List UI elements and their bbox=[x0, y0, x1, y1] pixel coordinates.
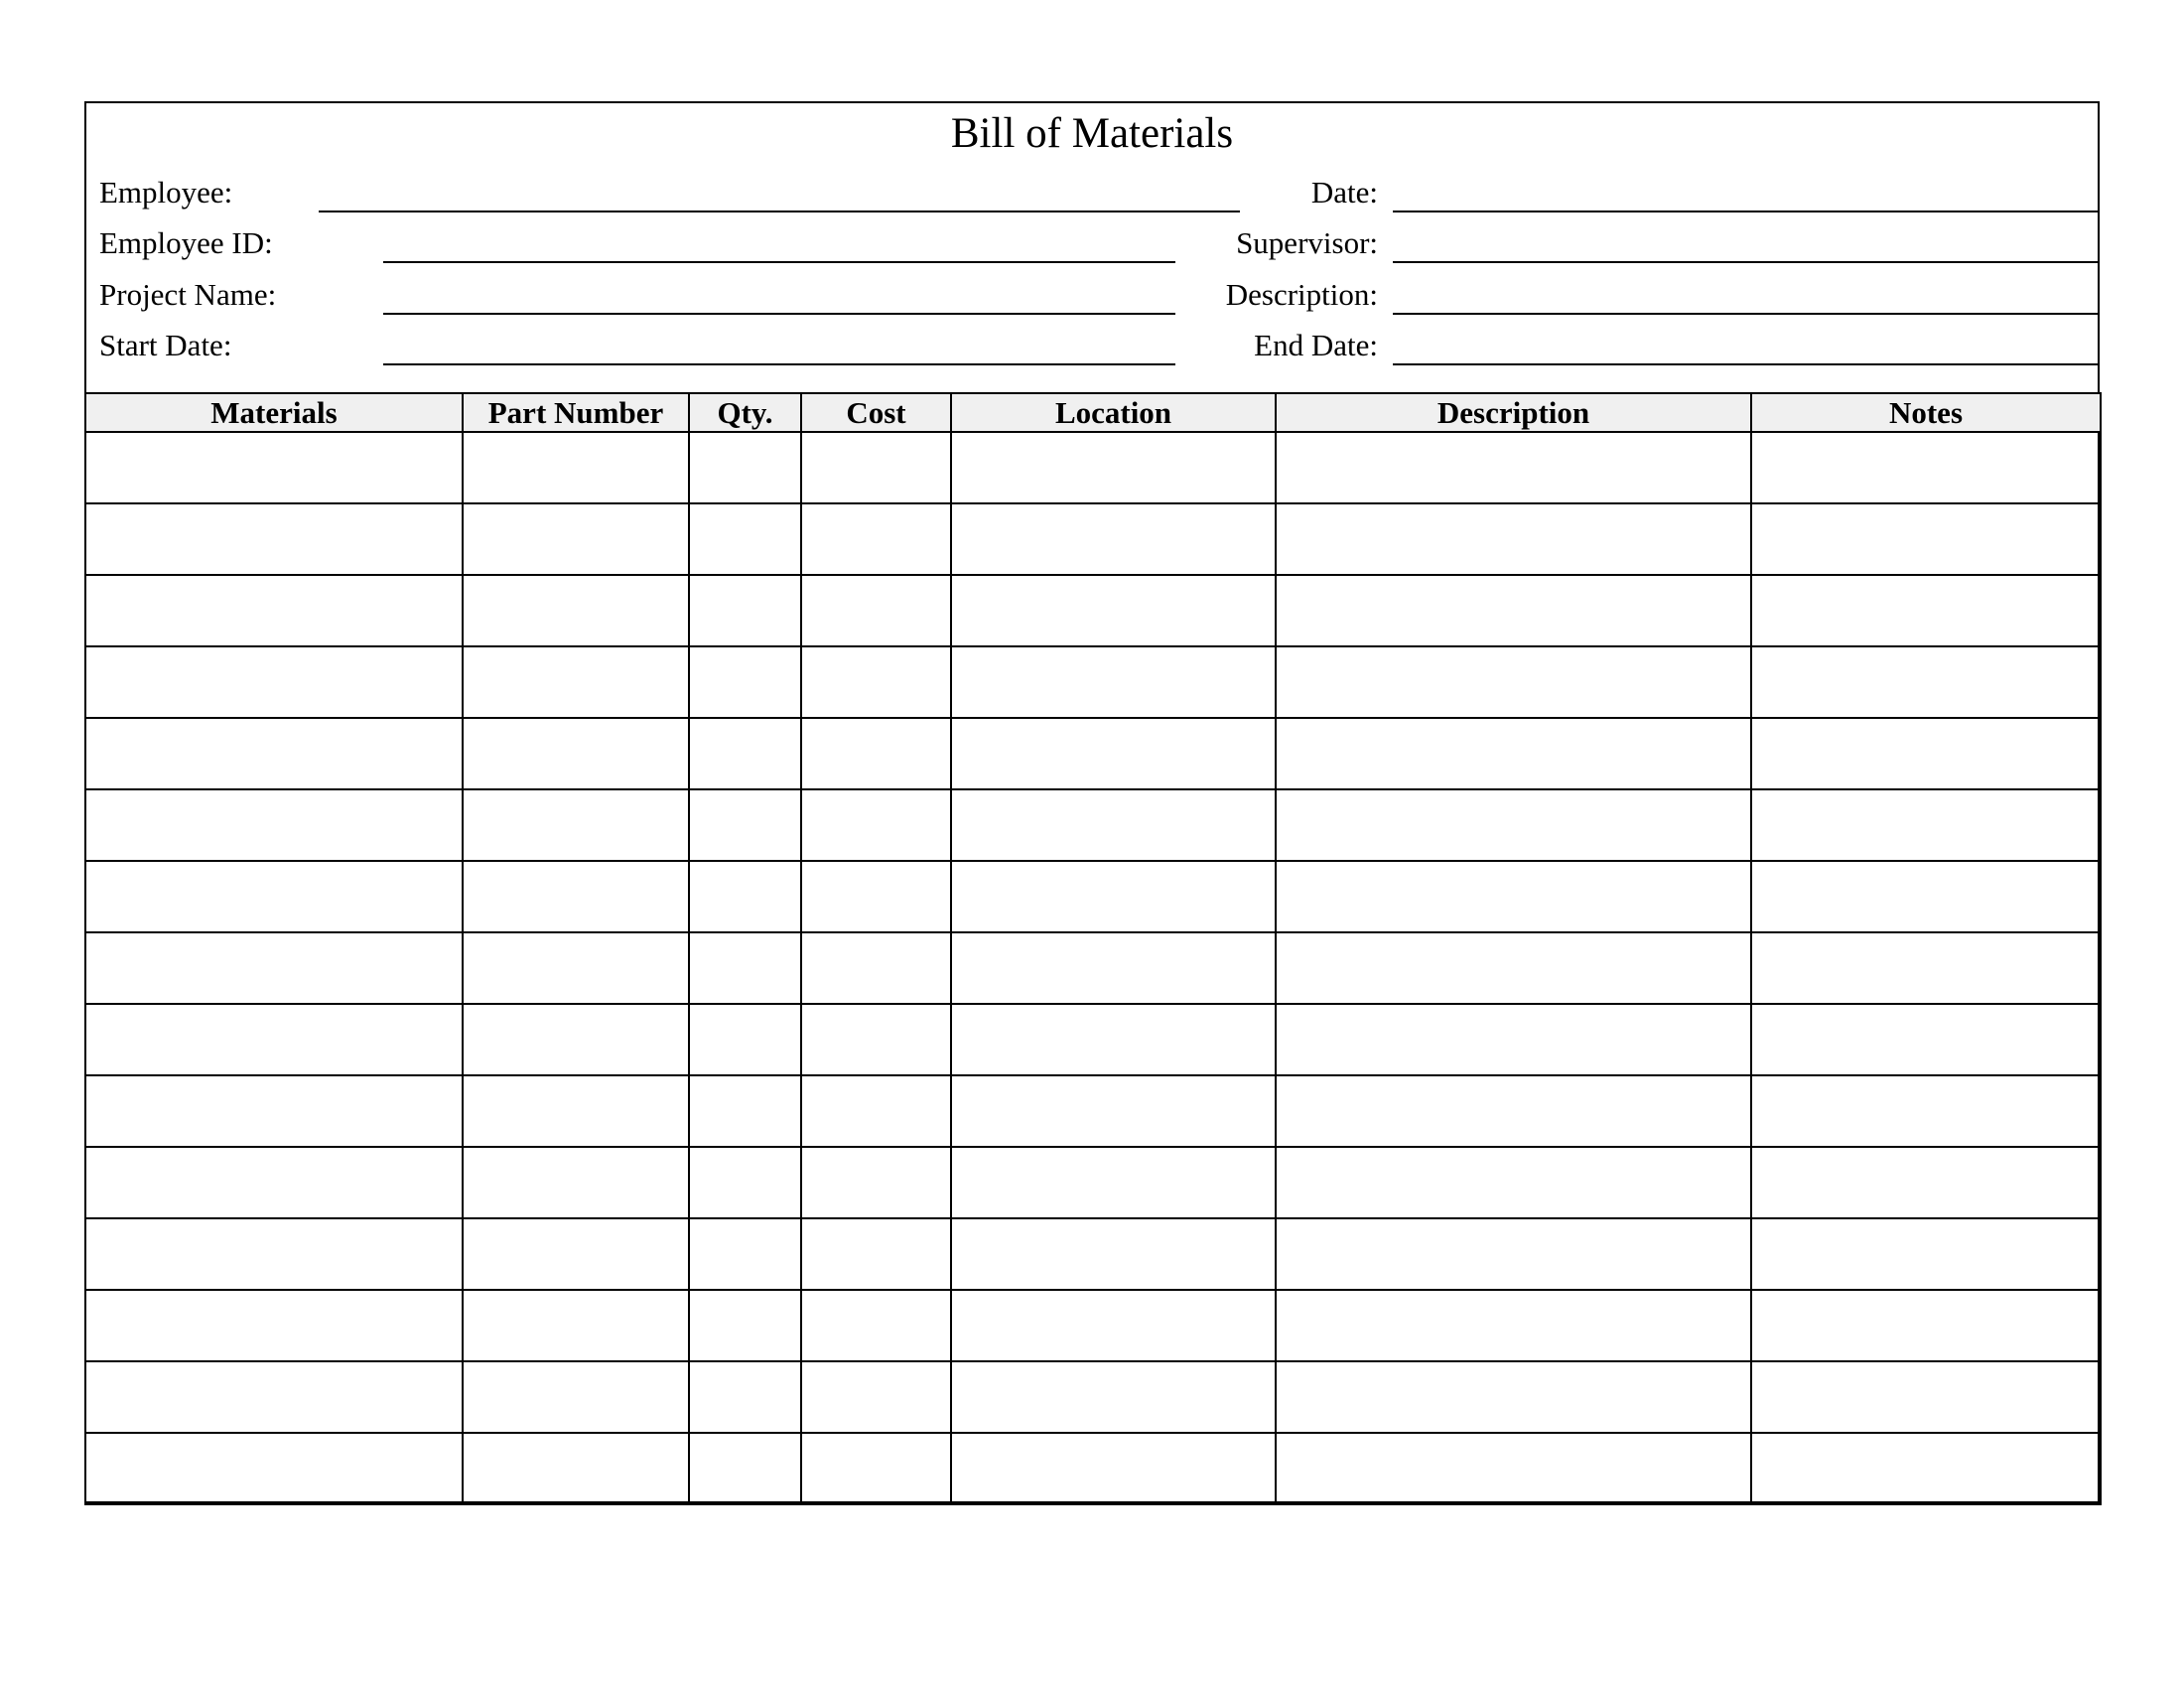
table-cell[interactable] bbox=[951, 503, 1276, 575]
end-date-label: End Date: bbox=[1254, 328, 1378, 362]
table-cell[interactable] bbox=[801, 1290, 951, 1361]
table-cell[interactable] bbox=[689, 575, 801, 646]
table-cell[interactable] bbox=[689, 432, 801, 503]
table-cell[interactable] bbox=[1276, 1290, 1751, 1361]
table-cell[interactable] bbox=[951, 861, 1276, 932]
table-cell[interactable] bbox=[85, 1075, 463, 1147]
table-cell[interactable] bbox=[689, 1433, 801, 1504]
table-cell[interactable] bbox=[463, 861, 689, 932]
col-cost: Cost bbox=[801, 393, 951, 432]
table-cell[interactable] bbox=[463, 432, 689, 503]
col-materials: Materials bbox=[85, 393, 463, 432]
table-cell[interactable] bbox=[463, 718, 689, 789]
table-cell[interactable] bbox=[689, 789, 801, 861]
table-cell[interactable] bbox=[1276, 1433, 1751, 1504]
table-cell[interactable] bbox=[951, 646, 1276, 718]
table-cell[interactable] bbox=[801, 718, 951, 789]
table-row bbox=[85, 503, 2101, 575]
table-cell[interactable] bbox=[85, 1004, 463, 1075]
table-cell[interactable] bbox=[801, 646, 951, 718]
table-cell[interactable] bbox=[801, 503, 951, 575]
table-cell[interactable] bbox=[951, 1218, 1276, 1290]
table-cell[interactable] bbox=[1276, 1361, 1751, 1433]
col-description: Description bbox=[1276, 393, 1751, 432]
table-cell[interactable] bbox=[85, 789, 463, 861]
table-cell[interactable] bbox=[85, 1361, 463, 1433]
table-row bbox=[85, 1290, 2101, 1361]
table-row bbox=[85, 646, 2101, 718]
table-cell[interactable] bbox=[1276, 1218, 1751, 1290]
table-cell[interactable] bbox=[463, 932, 689, 1004]
table-row bbox=[85, 1218, 2101, 1290]
table-row bbox=[85, 432, 2101, 503]
table-cell[interactable] bbox=[1276, 718, 1751, 789]
table-cell[interactable] bbox=[951, 718, 1276, 789]
table-cell[interactable] bbox=[951, 932, 1276, 1004]
table-cell[interactable] bbox=[1751, 503, 2101, 575]
table-cell[interactable] bbox=[801, 861, 951, 932]
table-cell[interactable] bbox=[801, 1147, 951, 1218]
table-cell[interactable] bbox=[951, 1147, 1276, 1218]
end-date-field[interactable] bbox=[1393, 363, 2100, 365]
employee-id-field[interactable] bbox=[383, 261, 1175, 263]
table-cell[interactable] bbox=[951, 789, 1276, 861]
table-cell[interactable] bbox=[1276, 789, 1751, 861]
table-cell[interactable] bbox=[85, 718, 463, 789]
table-row bbox=[85, 1361, 2101, 1433]
table-row bbox=[85, 1075, 2101, 1147]
table-cell[interactable] bbox=[689, 1361, 801, 1433]
supervisor-field[interactable] bbox=[1393, 261, 2100, 263]
table-cell[interactable] bbox=[801, 789, 951, 861]
table-cell[interactable] bbox=[463, 575, 689, 646]
table-cell[interactable] bbox=[951, 1075, 1276, 1147]
table-cell[interactable] bbox=[1751, 1433, 2101, 1504]
table-cell[interactable] bbox=[801, 1004, 951, 1075]
employee-id-label: Employee ID: bbox=[99, 225, 273, 260]
table-cell[interactable] bbox=[463, 1290, 689, 1361]
table-cell[interactable] bbox=[689, 1004, 801, 1075]
table-cell[interactable] bbox=[801, 1075, 951, 1147]
table-cell[interactable] bbox=[463, 1004, 689, 1075]
table-cell[interactable] bbox=[1751, 932, 2101, 1004]
table-cell[interactable] bbox=[1751, 1147, 2101, 1218]
col-qty: Qty. bbox=[689, 393, 801, 432]
table-cell[interactable] bbox=[1751, 646, 2101, 718]
project-name-label: Project Name: bbox=[99, 277, 277, 312]
date-field[interactable] bbox=[1393, 211, 2100, 212]
table-cell[interactable] bbox=[801, 932, 951, 1004]
table-cell[interactable] bbox=[689, 646, 801, 718]
table-row bbox=[85, 932, 2101, 1004]
table-cell[interactable] bbox=[463, 1147, 689, 1218]
table-cell[interactable] bbox=[85, 861, 463, 932]
table-cell[interactable] bbox=[689, 503, 801, 575]
project-name-field[interactable] bbox=[383, 313, 1175, 315]
table-cell[interactable] bbox=[85, 646, 463, 718]
table-cell[interactable] bbox=[1751, 575, 2101, 646]
table-cell[interactable] bbox=[951, 575, 1276, 646]
employee-label: Employee: bbox=[99, 175, 233, 210]
table-row bbox=[85, 861, 2101, 932]
table-cell[interactable] bbox=[1276, 432, 1751, 503]
table-cell[interactable] bbox=[1751, 1218, 2101, 1290]
table-cell[interactable] bbox=[1751, 789, 2101, 861]
table-row bbox=[85, 1147, 2101, 1218]
table-cell[interactable] bbox=[463, 1218, 689, 1290]
table-row bbox=[85, 789, 2101, 861]
table-cell[interactable] bbox=[801, 432, 951, 503]
col-location: Location bbox=[951, 393, 1276, 432]
table-cell[interactable] bbox=[951, 1433, 1276, 1504]
table-cell[interactable] bbox=[951, 1290, 1276, 1361]
table-cell[interactable] bbox=[689, 1075, 801, 1147]
start-date-field[interactable] bbox=[383, 363, 1175, 365]
table-cell[interactable] bbox=[1276, 503, 1751, 575]
table-cell[interactable] bbox=[1276, 1004, 1751, 1075]
table-cell[interactable] bbox=[85, 432, 463, 503]
table-cell[interactable] bbox=[1751, 1004, 2101, 1075]
table-cell[interactable] bbox=[951, 1004, 1276, 1075]
table-cell[interactable] bbox=[85, 1433, 463, 1504]
table-cell[interactable] bbox=[801, 1433, 951, 1504]
table-cell[interactable] bbox=[463, 789, 689, 861]
table-cell[interactable] bbox=[85, 1290, 463, 1361]
materials-table bbox=[84, 392, 2102, 1505]
table-cell[interactable] bbox=[689, 1290, 801, 1361]
supervisor-label: Supervisor: bbox=[1236, 225, 1378, 260]
description-label: Description: bbox=[1225, 277, 1378, 312]
description-field[interactable] bbox=[1393, 313, 2100, 315]
table-cell[interactable] bbox=[1751, 1290, 2101, 1361]
table-cell[interactable] bbox=[689, 861, 801, 932]
table-cell[interactable] bbox=[463, 646, 689, 718]
table-cell[interactable] bbox=[85, 575, 463, 646]
table-cell[interactable] bbox=[801, 1218, 951, 1290]
table-row bbox=[85, 1433, 2101, 1504]
start-date-label: Start Date: bbox=[99, 328, 232, 362]
table-cell[interactable] bbox=[463, 1433, 689, 1504]
table-cell[interactable] bbox=[951, 432, 1276, 503]
table-row bbox=[85, 718, 2101, 789]
table-cell[interactable] bbox=[85, 503, 463, 575]
table-cell[interactable] bbox=[689, 1218, 801, 1290]
table-cell[interactable] bbox=[1751, 1361, 2101, 1433]
table-cell[interactable] bbox=[1276, 1075, 1751, 1147]
table-cell[interactable] bbox=[801, 575, 951, 646]
table-cell[interactable] bbox=[1751, 718, 2101, 789]
table-cell[interactable] bbox=[463, 503, 689, 575]
table-cell[interactable] bbox=[951, 1361, 1276, 1433]
table-cell[interactable] bbox=[1276, 932, 1751, 1004]
table-cell[interactable] bbox=[1276, 1147, 1751, 1218]
date-label: Date: bbox=[1310, 175, 1378, 210]
table-cell[interactable] bbox=[1751, 432, 2101, 503]
table-cell[interactable] bbox=[1751, 861, 2101, 932]
table-cell[interactable] bbox=[85, 932, 463, 1004]
table-cell[interactable] bbox=[463, 1361, 689, 1433]
col-part-number: Part Number bbox=[463, 393, 689, 432]
table-header-row bbox=[85, 393, 2101, 432]
col-notes: Notes bbox=[1751, 393, 2101, 432]
table-cell[interactable] bbox=[85, 1147, 463, 1218]
table-cell[interactable] bbox=[801, 1361, 951, 1433]
table-cell[interactable] bbox=[689, 718, 801, 789]
table-body bbox=[85, 432, 2101, 1504]
table-cell[interactable] bbox=[1751, 1075, 2101, 1147]
form-title: Bill of Materials bbox=[950, 110, 1234, 157]
table-cell[interactable] bbox=[1276, 861, 1751, 932]
table-cell[interactable] bbox=[1276, 646, 1751, 718]
table-row bbox=[85, 575, 2101, 646]
employee-field[interactable] bbox=[319, 211, 1240, 212]
table-cell[interactable] bbox=[1276, 575, 1751, 646]
table-row bbox=[85, 1004, 2101, 1075]
table-cell[interactable] bbox=[463, 1075, 689, 1147]
table-cell[interactable] bbox=[689, 932, 801, 1004]
table-cell[interactable] bbox=[689, 1147, 801, 1218]
table-cell[interactable] bbox=[85, 1218, 463, 1290]
